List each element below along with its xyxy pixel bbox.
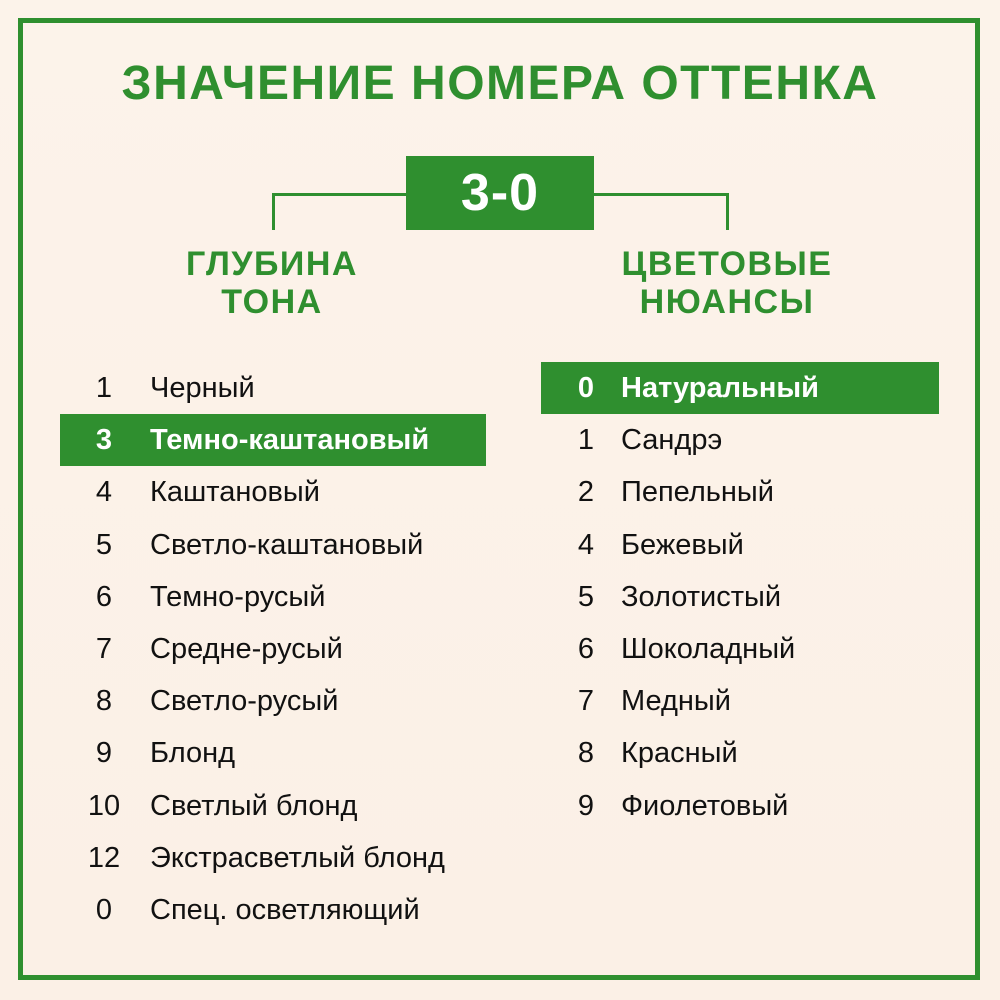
nuance-label: Фиолетовый [621, 789, 789, 822]
depth-label: Спец. осветляющий [150, 893, 420, 926]
depth-row [60, 832, 500, 884]
depth-number: 10 [87, 789, 121, 822]
depth-row [60, 884, 500, 936]
nuance-number: 1 [577, 424, 595, 457]
nuance-number: 5 [577, 580, 595, 613]
nuance-number: 9 [577, 789, 595, 822]
depth-number: 6 [95, 580, 113, 613]
nuance-label: Пепельный [621, 476, 774, 509]
nuance-row [541, 675, 939, 727]
depth-label: Светло-каштановый [150, 528, 424, 561]
depth-row [60, 675, 500, 727]
nuance-number: 2 [577, 476, 595, 509]
nuance-connector-line [592, 193, 729, 230]
nuance-heading-line-2: НЮАНСЫ [639, 283, 815, 321]
depth-heading [172, 245, 372, 321]
depth-label: Черный [150, 372, 255, 404]
depth-label: Светлый блонд [150, 789, 358, 822]
depth-number: 9 [95, 737, 113, 770]
nuance-label: Сандрэ [621, 424, 723, 457]
depth-label: Блонд [150, 737, 236, 770]
depth-row [60, 519, 500, 571]
nuance-label: Медный [621, 685, 731, 718]
depth-heading-line-2: ТОНА [221, 283, 323, 321]
nuance-row [541, 571, 939, 623]
depth-number: 0 [95, 893, 113, 926]
nuance-number: 7 [577, 685, 595, 718]
nuance-number: 0 [577, 372, 595, 404]
depth-number: 8 [95, 685, 113, 718]
nuance-row [541, 623, 939, 675]
nuance-row [541, 466, 939, 518]
depth-row [60, 571, 500, 623]
nuance-label: Бежевый [621, 528, 744, 561]
nuance-label: Шоколадный [621, 632, 796, 665]
depth-number: 5 [95, 528, 113, 561]
nuance-row [541, 519, 939, 571]
nuance-heading [602, 245, 852, 321]
depth-heading-line-1: ГЛУБИНА [186, 245, 358, 283]
depth-list [60, 362, 500, 936]
nuance-heading-line-1: ЦВЕТОВЫЕ [621, 245, 833, 283]
depth-row [60, 727, 500, 779]
nuance-number: 4 [577, 528, 595, 561]
depth-row [60, 623, 500, 675]
nuance-label: Натуральный [621, 372, 819, 404]
depth-row [60, 414, 486, 466]
depth-connector-line [272, 193, 411, 230]
depth-number: 3 [95, 424, 113, 457]
depth-row [60, 780, 500, 832]
depth-row [60, 466, 500, 518]
depth-label: Светло-русый [150, 685, 339, 718]
nuance-row [541, 780, 939, 832]
depth-row [60, 362, 500, 414]
shade-code-badge: 3-0 [406, 156, 594, 230]
nuance-number: 6 [577, 632, 595, 665]
depth-label: Каштановый [150, 476, 320, 509]
page-title: ЗНАЧЕНИЕ НОМЕРА ОТТЕНКА [121, 57, 879, 110]
depth-number: 12 [87, 841, 121, 874]
nuance-label: Золотистый [621, 580, 782, 613]
depth-number: 1 [95, 372, 113, 404]
depth-number: 7 [95, 632, 113, 665]
nuance-label: Красный [621, 737, 738, 770]
depth-label: Экстрасветлый блонд [150, 841, 445, 874]
depth-label: Темно-русый [150, 580, 326, 613]
depth-number: 4 [95, 476, 113, 509]
nuance-number: 8 [577, 737, 595, 770]
depth-label: Темно-каштановый [150, 424, 430, 457]
nuance-row [541, 414, 939, 466]
depth-label: Средне-русый [150, 632, 343, 665]
nuance-row [541, 727, 939, 779]
nuance-list [541, 362, 939, 832]
nuance-row [541, 362, 939, 414]
